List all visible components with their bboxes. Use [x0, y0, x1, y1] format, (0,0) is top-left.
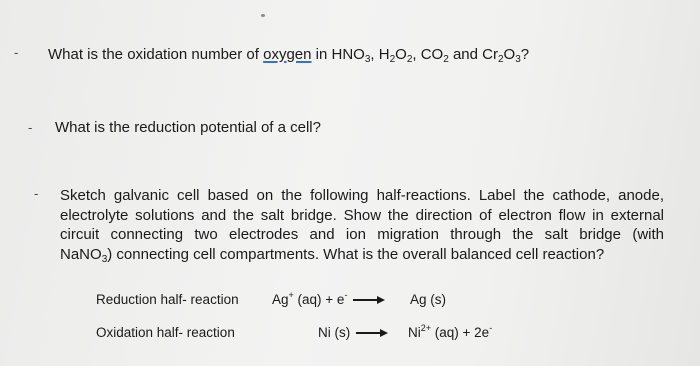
bullet-marker: - — [28, 120, 33, 135]
paragraph-line: Sketch galvanic cell based on the following half-reactions. Label the cathode, anode, — [60, 187, 664, 204]
reduction-product: Ag (s) — [410, 292, 447, 307]
paragraph-line: circuit connecting two electrodes and ion migration through the salt bridge (with — [60, 226, 664, 243]
bullet-marker: - — [14, 45, 19, 60]
question-galvanic-cell — [60, 186, 664, 264]
paragraph-line: NaNO$_3$) connecting cell compartments. What is the overall balanced cell reaction? — [60, 245, 605, 265]
oxidation-equation: Ni (s) — [318, 325, 394, 340]
reaction-arrow-icon — [356, 328, 388, 338]
paragraph-line: electrolyte solutions and the salt bridge. Show the direction of electron flow in external — [60, 206, 664, 224]
reaction-arrow-icon — [353, 295, 385, 305]
bullet-marker: - — [34, 186, 39, 201]
reduction-label: Reduction half- reaction — [96, 292, 239, 307]
dust-speck — [261, 14, 265, 17]
oxidation-product: $Ni^{2+}$ (aq) + 2e- — [408, 323, 493, 340]
underlined-word: oxygen — [263, 46, 312, 63]
question-reduction-potential: What is the reduction potential of a cell? — [55, 119, 321, 136]
question-oxidation-number: What is the oxidation number of oxygen in $HNO_3$, $H_2O_2$, $CO_2$ and $Cr_2O_3$? — [48, 46, 530, 65]
oxidation-label: Oxidation half- reaction — [96, 325, 235, 340]
reduction-equation: Ag+ (aq) + e- — [272, 292, 391, 307]
